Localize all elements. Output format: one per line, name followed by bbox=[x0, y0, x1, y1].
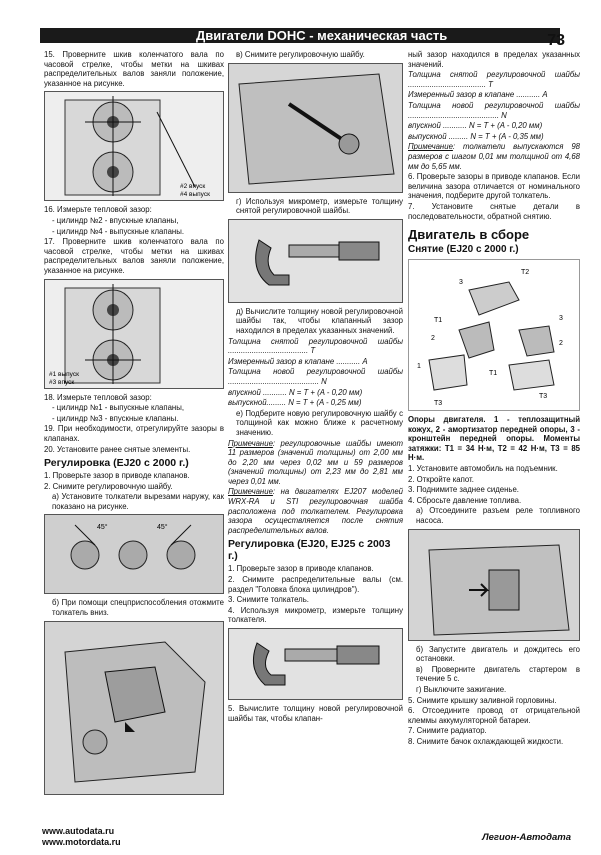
removal-step-6: 6. Отсоедините провод от отрицательной клеммы аккумуляторной батареи. bbox=[408, 706, 580, 725]
formula-new-shim-2: Толщина новой регулировочной шайбы .......................................... N bbox=[408, 100, 580, 120]
label-3-right: 3 bbox=[559, 315, 563, 323]
page-title: Двигатели DOHC - механическая часть bbox=[196, 28, 448, 43]
adjust-step-2a: а) Установите толкатели вырезами наружу, как показано на рисунке. bbox=[52, 492, 224, 511]
label-T3-right: T3 bbox=[539, 393, 548, 401]
step-calc-shim: д) Вычислите толщину новой регулировочной шайбы так, чтобы клапанный зазор находился в пределах указанных значений. bbox=[236, 306, 403, 335]
tappet-illustration bbox=[45, 515, 223, 593]
removal-step-4: 4. Сбросьте давление топлива. bbox=[408, 495, 522, 505]
figure-remove-shim bbox=[228, 63, 403, 193]
note-ej207 bbox=[228, 487, 403, 535]
step-18: 18. Измерьте тепловой зазор: bbox=[44, 392, 152, 402]
step-measure-shim: г) Используя микрометр, измерьте толщину снятой регулировочной шайбы. bbox=[236, 196, 403, 216]
special-tool-illustration bbox=[45, 622, 223, 794]
label-2-left: 2 bbox=[431, 335, 435, 343]
removal-step-3: 3. Поднимите заднее сиденье. bbox=[408, 485, 519, 495]
step-select-shim: е) Подберите новую регулировочную шайбу с толщиной как можно ближе к расчетному значению. bbox=[236, 408, 403, 437]
adjust-step-2: 2. Снимите регулировочную шайбу. bbox=[44, 481, 173, 491]
engine-mounts-diagram bbox=[409, 260, 579, 410]
column-left bbox=[44, 50, 224, 799]
formula-intake-2: впускной ........... N = T + (A - 0,20 мм) bbox=[408, 121, 543, 131]
label-T1-right: T1 bbox=[489, 370, 498, 378]
step-remove-shim: в) Снимите регулировочную шайбу. bbox=[236, 50, 365, 59]
fig2-label-intake: #3 впуск bbox=[49, 378, 75, 386]
figure-caption-mounts: Опоры двигателя. 1 - теплозащитный кожух, 2 - амортизатор передней опоры, 3 - кронштейн передней опоры. Моменты затяжки: T1 = 34 Н·м, T2 = 42 Н·м, T3 = 85 Н·м. bbox=[408, 415, 580, 463]
note-text: : на двигателях EJ207 моделей WRX-RA и STI регулировочная шайба расположена под толкателем. Регулировка зазора осуществляется после снятия распределительных валов. bbox=[228, 487, 403, 535]
step-20: 20. Установите ранее снятые элементы. bbox=[44, 444, 191, 454]
step-19: 19. При необходимости, отрегулируйте зазоры в клапанах. bbox=[44, 424, 224, 443]
note-label: Примечание bbox=[228, 487, 273, 497]
camshaft-pulleys-illustration-2 bbox=[45, 280, 223, 388]
removal-step-4a: а) Отсоедините разъем реле топливного насоса. bbox=[416, 506, 580, 526]
formula-measured-gap-2: Измеренный зазор в клапане ........... A bbox=[408, 90, 548, 100]
section-title-adjust-ej20: Регулировка (EJ20 с 2000 г.) bbox=[44, 457, 189, 470]
adjust-step-1: 1. Проверьте зазор в приводе клапанов. bbox=[44, 471, 190, 481]
formula-removed-shim: Толщина снятой регулировочной шайбы ..................................... T bbox=[228, 336, 403, 356]
micrometer-tappet-illustration bbox=[229, 629, 402, 699]
removal-step-4b: б) Запустите двигатель и дождитесь его остановки. bbox=[416, 644, 580, 664]
page-number: 73 bbox=[547, 32, 565, 49]
camshaft-pulleys-illustration bbox=[45, 92, 223, 200]
step-16: 16. Измерьте тепловой зазор: bbox=[44, 205, 152, 215]
formula-exhaust-2: выпускной ......... N = T + (A - 0,35 мм) bbox=[408, 131, 544, 141]
footer-url-autodata[interactable]: www.autodata.ru bbox=[42, 826, 115, 836]
step-18-a: - цилиндр №1 - выпускные клапаны, bbox=[52, 403, 184, 413]
shim-removal-illustration bbox=[229, 64, 402, 192]
figure-micrometer-1 bbox=[228, 219, 403, 303]
removal-step-4v: в) Проверните двигатель стартером в течение 5 с. bbox=[416, 664, 580, 684]
continued-text: ный зазор находился в пределах указанных значений. bbox=[408, 50, 580, 69]
adjust2-step-1: 1. Проверьте зазор в приводе клапанов. bbox=[228, 564, 374, 574]
figure-tappet-cutouts bbox=[44, 514, 224, 594]
column-middle bbox=[228, 50, 403, 724]
fig1-label-intake: #2 впуск bbox=[180, 183, 206, 191]
removal-step-2: 2. Откройте капот. bbox=[408, 474, 474, 484]
footer-url-motordata[interactable]: www.motordata.ru bbox=[42, 837, 121, 847]
figure-micrometer-2 bbox=[228, 628, 403, 700]
step-17: 17. Проверните шкив коленчатого вала по часовой стрелке, чтобы метки на шкивах распределительных валов заняли положение, указанное на рисунке. bbox=[44, 237, 224, 275]
step-16-a: - цилиндр №2 - впускные клапаны, bbox=[52, 215, 179, 225]
label-T1-left: T1 bbox=[434, 317, 443, 325]
label-T2: T2 bbox=[521, 269, 530, 277]
step-6: 6. Проверьте зазоры в приводе клапанов. Если величина зазора отличается от номинального значения, подберите другой толкатель. bbox=[408, 172, 580, 201]
fig1-label-exhaust: #4 выпуск bbox=[180, 191, 210, 199]
figure-fuel-pump-relay bbox=[408, 529, 580, 641]
note-text: : регулировочные шайбы имеют 11 размеров (значений толщины) от 2,00 мм до 2,20 мм через 0,02 мм и 59 размеров (значений толщины) от 2,23 мм до 2,81 мм через 0,01 мм. bbox=[228, 438, 403, 486]
adjust-step-2b: б) При помощи спецприспособления отожмите толкатель вниз. bbox=[52, 598, 224, 618]
removal-step-1: 1. Установите автомобиль на подъемник. bbox=[408, 464, 558, 474]
removal-step-7: 7. Снимите радиатор. bbox=[408, 726, 487, 736]
note-label: Примечание bbox=[228, 438, 273, 448]
label-3-left: 3 bbox=[459, 279, 463, 287]
removal-step-5: 5. Снимите крышку заливной горловины. bbox=[408, 695, 557, 705]
note-label: Примечание bbox=[408, 142, 453, 152]
figure-camshaft-marks-1 bbox=[44, 91, 224, 201]
footer-brand: Легион-Автодата bbox=[482, 832, 571, 843]
micrometer-illustration bbox=[229, 220, 402, 302]
note-text: : толкатели выпускаются 98 размеров с шагом 0,01 мм толщиной от 4,68 мм до 5,65 мм. bbox=[408, 142, 580, 171]
note-tappet-sizes bbox=[408, 142, 580, 171]
adjust2-step-4: 4. Используя микрометр, измерьте толщину толкателя. bbox=[228, 605, 403, 625]
adjust2-step-5: 5. Вычислите толщину новой регулировочной шайбы так, чтобы клапан- bbox=[228, 704, 403, 723]
formula-measured-gap: Измеренный зазор в клапане ........... A bbox=[228, 356, 368, 366]
step-18-b: - цилиндр №3 - впускные клапаны. bbox=[52, 413, 179, 423]
removal-step-8: 8. Снимите бачок охлаждающей жидкости. bbox=[408, 736, 564, 746]
relay-illustration bbox=[409, 530, 579, 640]
label-1: 1 bbox=[417, 363, 421, 371]
label-T3-left: T3 bbox=[434, 400, 443, 408]
step-7: 7. Установите снятые детали в последовательности, обратной снятию. bbox=[408, 201, 580, 221]
figure-engine-mounts bbox=[408, 259, 580, 411]
fig3-angle-right: 45° bbox=[157, 524, 168, 532]
formula-exhaust: выпускной......... N = T + (A - 0,25 мм) bbox=[228, 398, 362, 408]
step-15: 15. Проверните шкив коленчатого вала по часовой стрелке, чтобы метки на шкивах распределительных валов заняли положение, указанное на рисунке. bbox=[44, 50, 224, 88]
note-shim-sizes bbox=[228, 439, 403, 487]
section-title-adjust-ej25: Регулировка (EJ20, EJ25 с 2003 г.) bbox=[228, 538, 391, 563]
figure-press-tappet bbox=[44, 621, 224, 795]
fig2-label-exhaust: #1 выпуск bbox=[49, 370, 79, 378]
formula-intake: впускной ........... N = T + (A - 0,20 мм) bbox=[228, 387, 363, 397]
adjust2-step-2: 2. Снимите распределительные валы (см. раздел "Головка блока цилиндров"). bbox=[228, 575, 403, 594]
label-2-right: 2 bbox=[559, 340, 563, 348]
figure-camshaft-marks-2 bbox=[44, 279, 224, 389]
removal-step-4g: г) Выключите зажигание. bbox=[416, 685, 507, 694]
formula-new-shim: Толщина новой регулировочной шайбы .......................................... N bbox=[228, 367, 403, 386]
section-title-engine-assembly: Двигатель в сборе bbox=[408, 227, 530, 243]
subsection-title-removal: Снятие (EJ20 с 2000 г.) bbox=[408, 244, 519, 256]
fig3-angle-left: 45° bbox=[97, 524, 108, 532]
column-right bbox=[408, 50, 580, 748]
adjust2-step-3: 3. Снимите толкатель. bbox=[228, 595, 309, 605]
step-16-b: - цилиндр №4 - выпускные клапаны. bbox=[52, 226, 184, 236]
formula-removed-shim-2: Толщина снятой регулировочной шайбы .................................... T bbox=[408, 70, 580, 89]
